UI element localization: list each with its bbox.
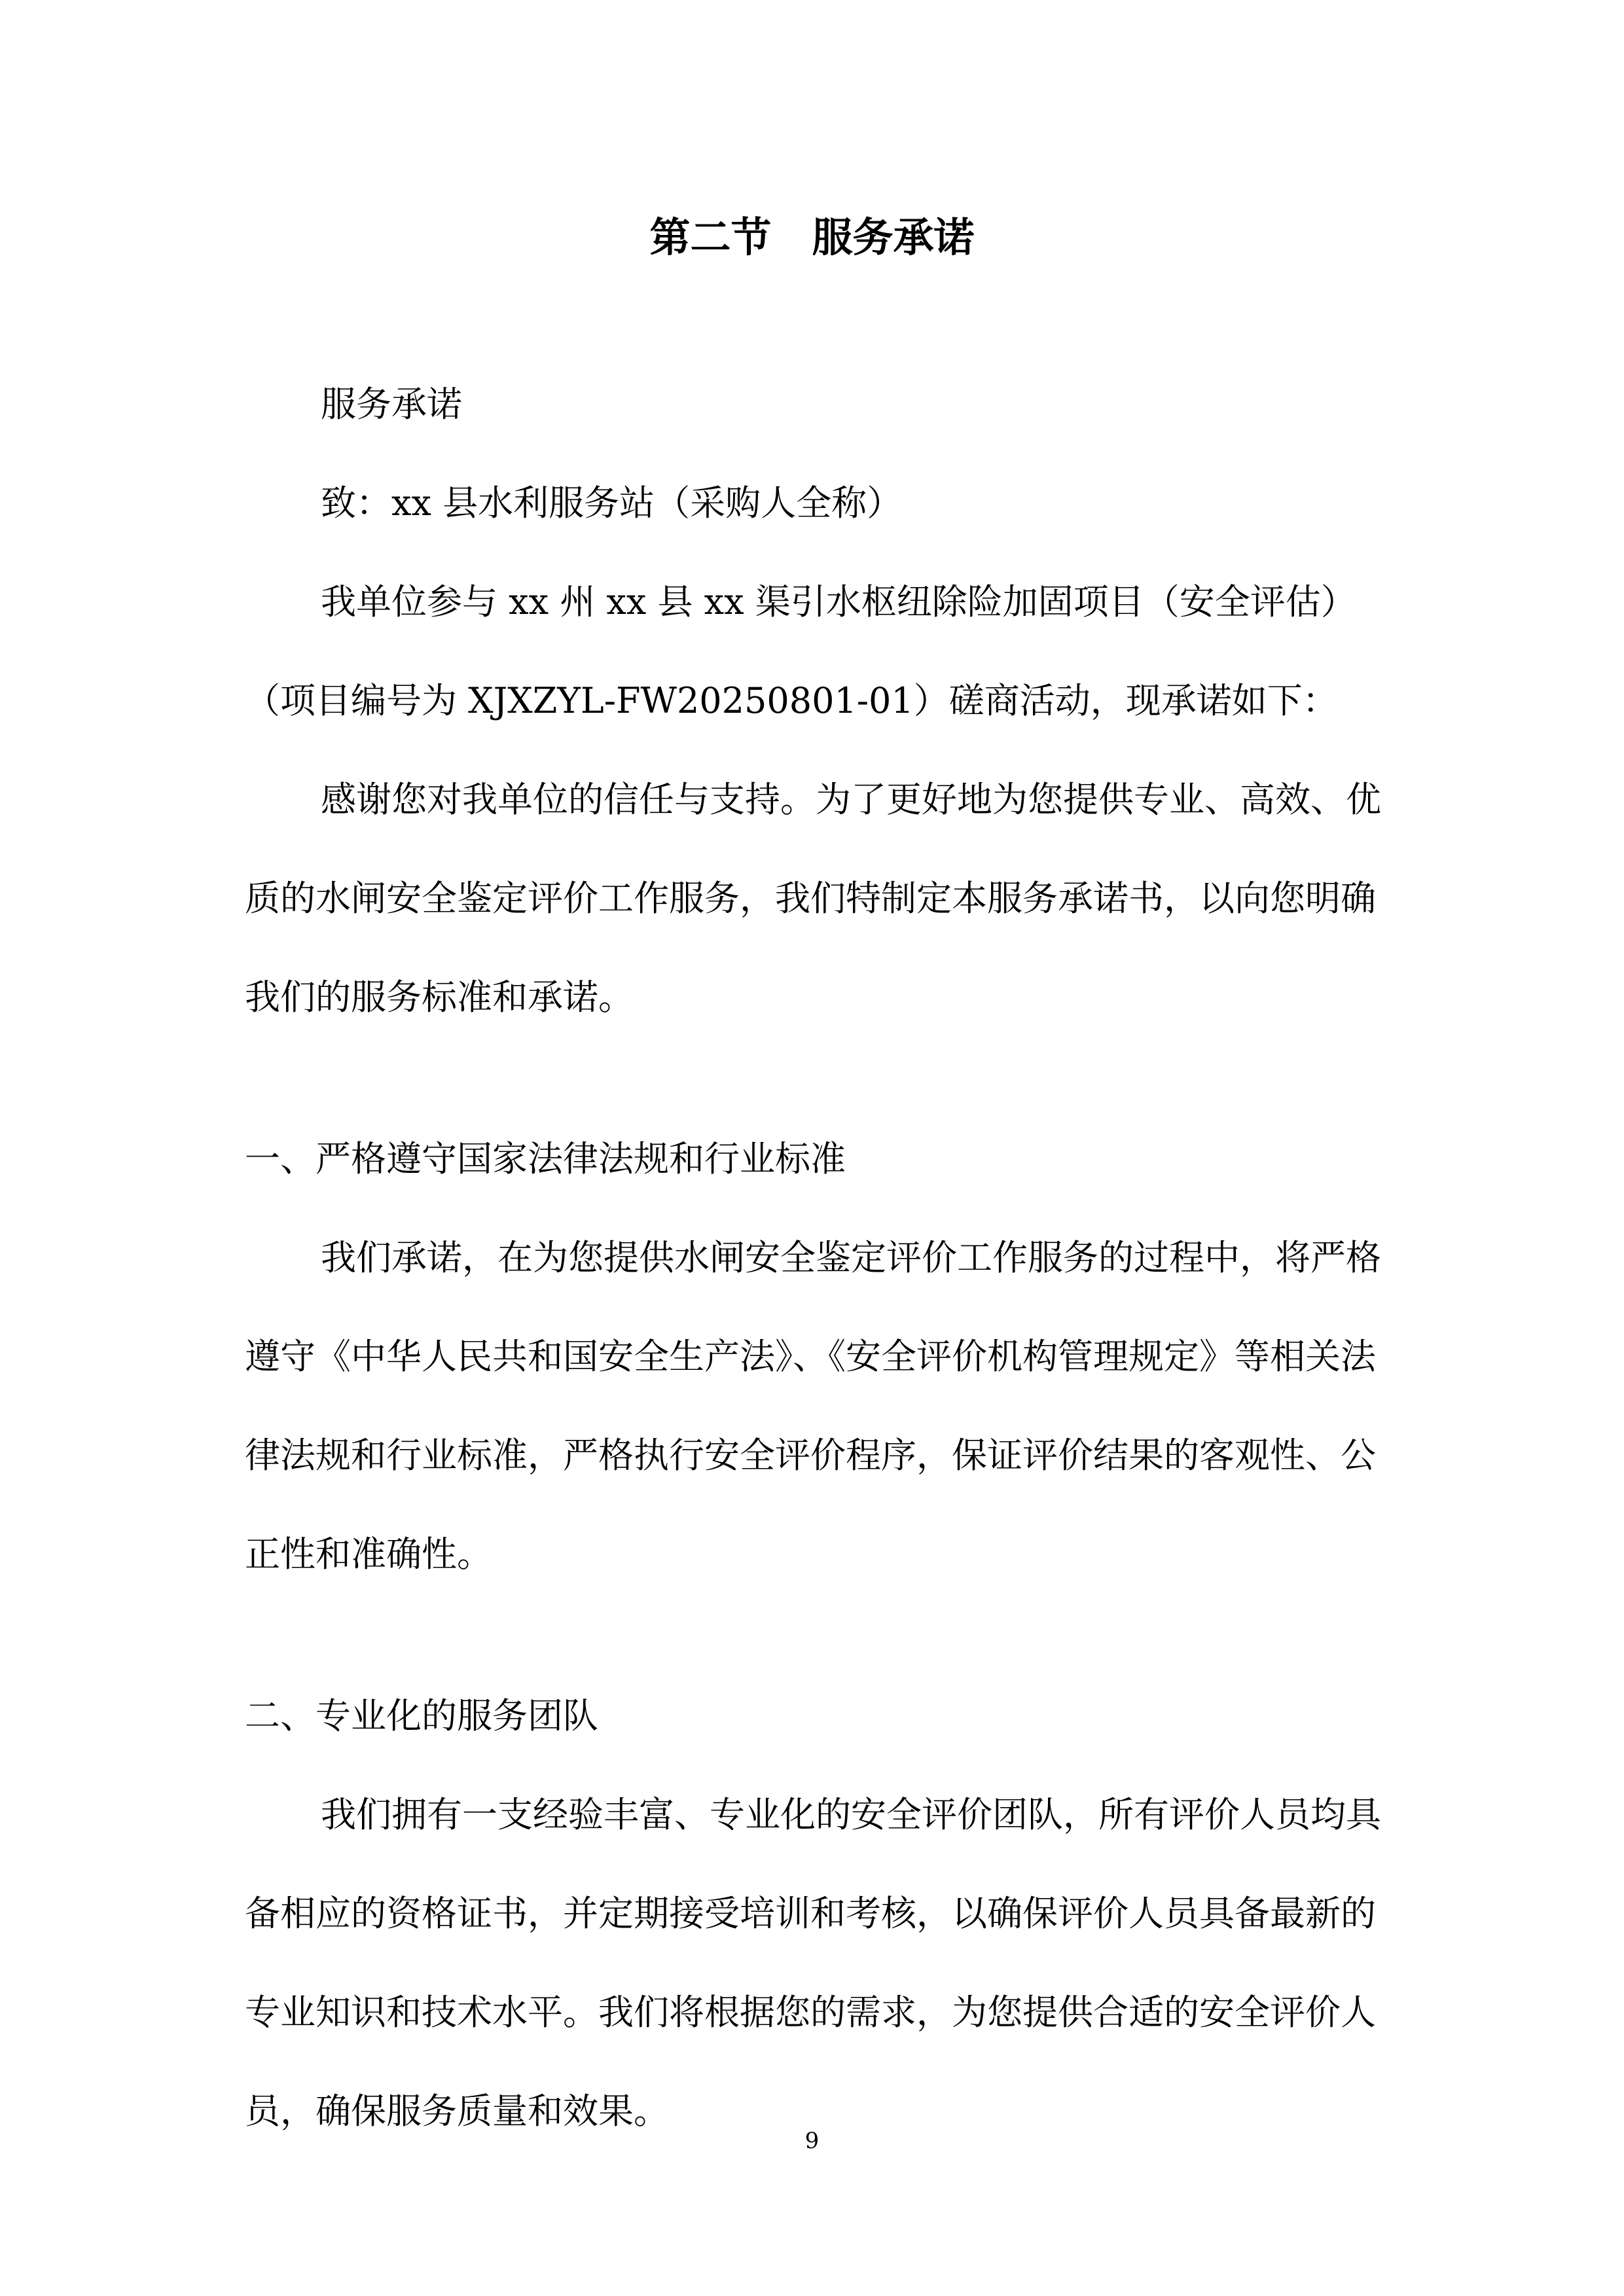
spacer [245,1604,1384,1666]
section-2-heading: 二、专业化的服务团队 [245,1695,598,1736]
section-1-heading: 一、严格遵守国家法律法规和行业标准 [245,1138,846,1179]
commitment-heading: 服务承诺 [321,384,462,425]
document-body [245,355,1384,2161]
spacer [245,1047,1384,1109]
addressee-line: 致：xx 县水利服务站（采购人全称） [321,482,903,524]
thanks-paragraph: 感谢您对我单位的信任与支持。为了更好地为您提供专业、高效、优质的水闸安全鉴定评价工作服务，我们特制定本服务承诺书，以向您明确我们的服务标准和承诺。 [245,779,1381,1018]
section-title: 第二节 服务承诺 [649,213,975,261]
intro-paragraph: 我单位参与 xx 州 xx 县 xx 渠引水枢纽除险加固项目（安全评估）（项目编号为 XJXZYL-FW20250801-01）磋商活动，现承诺如下： [245,581,1356,721]
page-number: 9 [804,2128,820,2154]
section-2-body: 我们拥有一支经验丰富、专业化的安全评价团队，所有评价人员均具备相应的资格证书，并定期接受培训和考核，以确保评价人员具备最新的专业知识和技术水平。我们将根据您的需求，为您提供合适的安全评价人员，确保服务质量和效果。 [245,1794,1381,2132]
section-1-body: 我们承诺，在为您提供水闸安全鉴定评价工作服务的过程中，将严格遵守《中华人民共和国安全生产法》、《安全评价机构管理规定》等相关法律法规和行业标准，严格执行安全评价程序，保证评价结果的客观性、公正性和准确性。 [245,1237,1381,1575]
